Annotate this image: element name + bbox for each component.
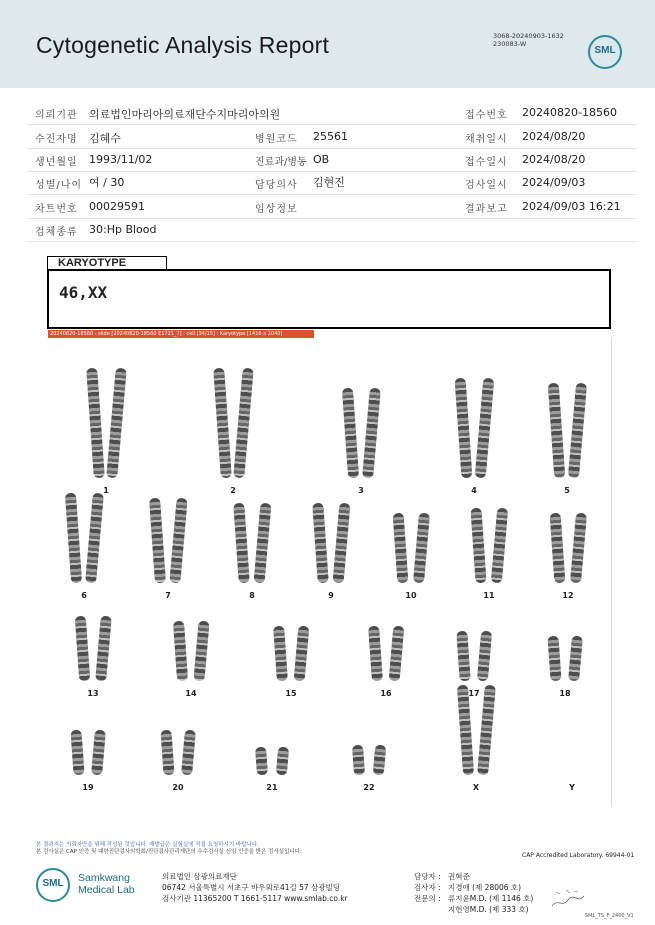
chromosome-10 <box>393 513 409 584</box>
chromosome-9 <box>312 503 329 584</box>
form-code: SML_TS_F_2400_V1 <box>585 913 634 919</box>
chromosome-label: 11 <box>483 591 495 600</box>
staff-name: 지현영M.D. (제 333 호) <box>448 905 529 914</box>
signature-image <box>548 884 588 914</box>
chromosome-22 <box>373 745 387 776</box>
info-row <box>27 195 637 219</box>
dept-value: OB <box>313 153 330 166</box>
chromosome-12 <box>570 513 587 584</box>
info-row <box>27 101 637 125</box>
chromosome-label: 14 <box>185 689 197 698</box>
chromosome-5 <box>548 383 566 479</box>
chromosome-X <box>457 685 474 776</box>
staff-label: 전문의 : <box>414 894 441 903</box>
disclaimer-line: 본 결과지는 의뢰자만을 위해 작성된 것입니다. 재발급은 실험실에 직접 요청하시기 바랍니다. <box>36 842 259 848</box>
receipt-date-label: 접수일시 <box>465 157 508 168</box>
chromosome-6 <box>85 493 104 584</box>
chromosome-16 <box>389 626 405 682</box>
specimen-label: 검체종류 <box>35 227 78 238</box>
chromosome-label: 12 <box>562 591 574 600</box>
receipt-date-value: 2024/08/20 <box>522 153 586 166</box>
chromosome-1 <box>86 368 105 478</box>
chart-no-value: 00029591 <box>89 200 145 213</box>
chromosome-label: 6 <box>81 591 87 600</box>
cap-accreditation: CAP Accredited Laboratory. 69944-01 <box>522 852 635 859</box>
sex-age-value: 여 / 30 <box>89 176 125 189</box>
chromosome-12 <box>550 513 566 584</box>
chromosome-2 <box>213 368 232 478</box>
karyotype-image-caption: 20240820-18560 - slide [20240820-18560 E1721_7] : cell [34/15] : Karyotype [1416 x 1040] <box>48 330 314 338</box>
sex-age-label: 성별/나이 <box>35 180 83 191</box>
chromosome-label: 2 <box>230 486 236 495</box>
info-row <box>27 148 637 172</box>
chromosome-label: 4 <box>471 486 477 495</box>
institution-value: 의료법인마리아의료재단수지마리아의원 <box>89 108 281 121</box>
doctor-value: 김현진 <box>313 176 345 189</box>
chromosome-21 <box>255 747 268 776</box>
chromosome-8 <box>254 503 272 584</box>
chromosome-6 <box>65 493 82 584</box>
staff-name: 지경애 (제 28006 호) <box>448 883 522 892</box>
report-title: Cytogenetic Analysis Report <box>36 32 330 58</box>
test-date-label: 검사일시 <box>465 180 508 191</box>
lab-name <box>78 872 135 896</box>
chromosome-label: 3 <box>358 486 364 495</box>
chromosome-7 <box>149 498 166 584</box>
sml-logo-text: SML <box>594 45 616 56</box>
sml-footer-logo-text: SML <box>42 878 64 889</box>
result-label: 결과보고 <box>465 204 508 215</box>
document-code: 3068-20240903-1632 <box>493 32 564 40</box>
chromosome-label: 18 <box>559 689 571 698</box>
clinical-label: 임상정보 <box>255 204 298 215</box>
chromosome-17 <box>456 631 470 682</box>
address-line: 의료법인 삼광의료재단 <box>162 872 237 881</box>
chromosome-10 <box>413 513 430 584</box>
chart-no-label: 차트번호 <box>35 204 78 215</box>
chromosome-label: 17 <box>468 689 480 698</box>
chromosome-13 <box>95 616 112 682</box>
chromosome-9 <box>333 503 351 584</box>
patient-label: 수진자명 <box>35 134 78 145</box>
staff-name: 권혁준 <box>448 872 470 881</box>
chromosome-17 <box>477 631 492 682</box>
address-line: 검사기관 11365200 T 1661-5117 www.smlab.co.kr <box>162 894 348 903</box>
doctor-label: 담당의사 <box>255 180 298 191</box>
lab-address <box>162 871 348 904</box>
chromosome-label: 22 <box>363 783 375 792</box>
chromosome-4 <box>455 378 473 479</box>
collect-date-label: 채취일시 <box>465 134 508 145</box>
chromosome-X <box>477 685 496 776</box>
birth-value: 1993/11/02 <box>89 153 153 166</box>
disclaimer <box>36 842 302 856</box>
lab-name-line: Samkwang <box>78 872 130 884</box>
chromosome-label: 13 <box>87 689 99 698</box>
chromosome-label: 10 <box>405 591 417 600</box>
chromosome-11 <box>491 508 508 584</box>
chromosome-1 <box>106 368 127 479</box>
chromosome-20 <box>160 730 174 776</box>
chromosome-label: 8 <box>249 591 255 600</box>
chromosome-label: 15 <box>285 689 297 698</box>
lab-name-line: Medical Lab <box>78 884 135 896</box>
chromosome-label: 19 <box>82 783 94 792</box>
collect-date-value: 2024/08/20 <box>522 130 586 143</box>
staff-list <box>414 871 533 915</box>
chromosome-15 <box>273 626 288 682</box>
result-value: 2024/09/03 16:21 <box>522 200 621 213</box>
chromosome-19 <box>70 730 84 776</box>
address-line: 06742 서울특별시 서초구 바우뫼로41길 57 삼광빌딩 <box>162 883 341 892</box>
chromosome-15 <box>294 626 310 682</box>
test-date-value: 2024/09/03 <box>522 176 586 189</box>
chromosome-5 <box>568 383 587 479</box>
institution-label: 의뢰기관 <box>35 110 78 121</box>
chromosome-label: 1 <box>103 486 109 495</box>
chromosome-7 <box>169 498 187 584</box>
staff-label: 검사자 : <box>414 883 441 892</box>
chromosome-13 <box>75 616 91 682</box>
chromosome-3 <box>342 388 359 479</box>
chromosome-18 <box>568 636 583 682</box>
hospital-code-value: 25561 <box>313 130 348 143</box>
chromosome-label: 5 <box>564 486 570 495</box>
chromosome-11 <box>470 508 486 584</box>
receipt-no-value: 20240820-18560 <box>522 106 617 119</box>
chromosome-2 <box>233 368 254 479</box>
document-code: 230083-W <box>493 40 527 48</box>
chromosome-21 <box>276 747 289 776</box>
karyotype-tab: KARYOTYPE <box>47 256 167 269</box>
chromosome-19 <box>91 730 106 776</box>
chromosome-14 <box>173 621 188 682</box>
chromosome-4 <box>475 378 495 479</box>
chromosome-18 <box>547 636 561 682</box>
disclaimer-line: 본 검사실은 CAP 인증 및 대한진단검사의학회/진단검사관리재단의 우수검사실 신임 인증을 받은 검사실입니다. <box>36 849 302 855</box>
info-row <box>27 125 637 149</box>
chromosome-22 <box>352 745 365 776</box>
report-header <box>0 0 655 88</box>
hospital-code-label: 병원코드 <box>255 134 298 145</box>
dept-label: 진료과/병동 <box>255 157 307 168</box>
chromosome-label: 16 <box>380 689 392 698</box>
receipt-no-label: 접수번호 <box>465 110 508 121</box>
staff-name: 류지윤M.D. (제 1146 호) <box>448 894 534 903</box>
document-codes <box>493 32 564 48</box>
chromosome-label: 7 <box>165 591 171 600</box>
birth-label: 생년월일 <box>35 157 78 168</box>
chromosome-label: Y <box>569 783 575 792</box>
info-row <box>27 218 637 242</box>
info-row <box>27 171 637 195</box>
chromosome-8 <box>233 503 250 584</box>
chromosome-label: 9 <box>328 591 334 600</box>
chromosome-label: X <box>472 783 480 792</box>
chromosome-label: 21 <box>266 783 278 792</box>
chromosome-3 <box>362 388 381 479</box>
specimen-value: 30:Hp Blood <box>89 223 157 236</box>
chromosome-16 <box>368 626 383 682</box>
karyotype-result-box <box>47 269 611 329</box>
patient-value: 김혜수 <box>89 132 121 145</box>
chromosome-20 <box>181 730 196 776</box>
staff-label: 담당자 : <box>414 872 441 881</box>
karyogram-image <box>48 338 612 806</box>
chromosome-label: 20 <box>172 783 184 792</box>
karyotype-value: 46,XX <box>59 283 108 302</box>
chromosome-14 <box>193 621 209 682</box>
